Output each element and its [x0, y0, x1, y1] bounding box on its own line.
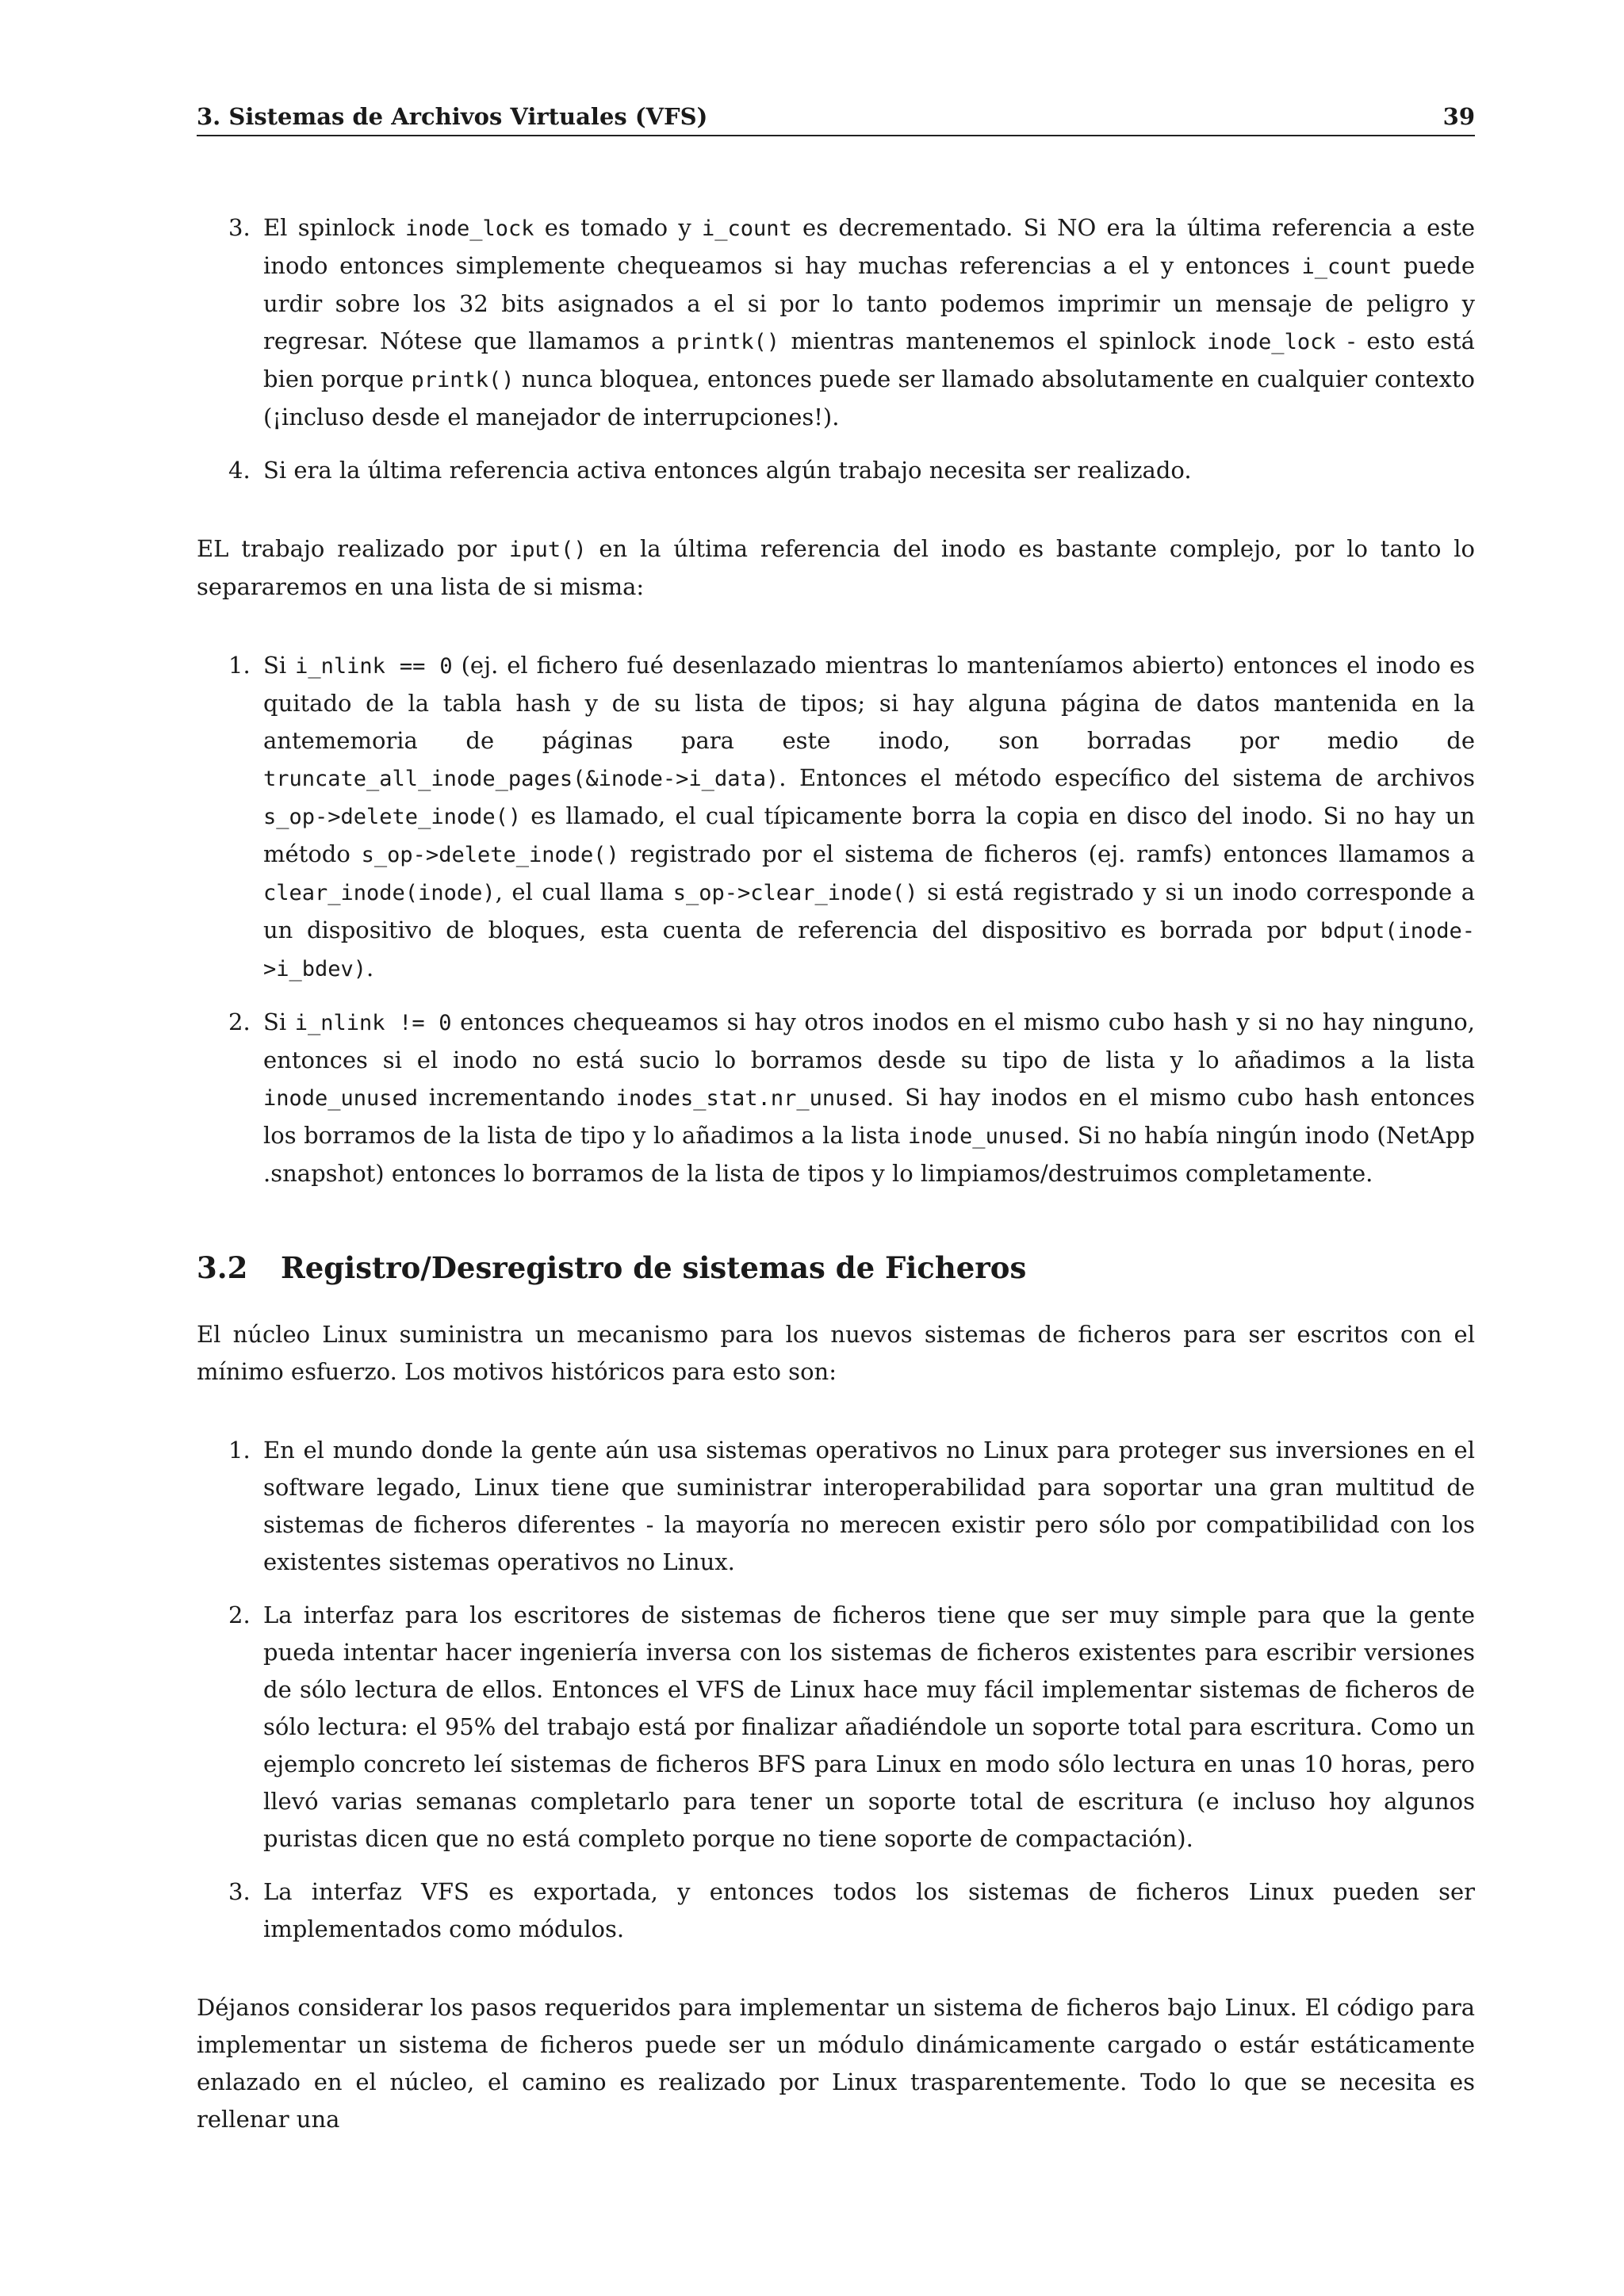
- last-reference-list: [197, 647, 1475, 1192]
- list-item-text: [263, 457, 1192, 484]
- text-run: puede urdir sobre los 32 bits asignados a el si por lo tanto podemos imprimir un mensaje de peligro y regresar. Nótese que llamamos a: [263, 252, 1475, 354]
- list-item-text: [263, 1601, 1475, 1852]
- code-identifier: i_nlink == 0: [295, 654, 453, 679]
- text-run: Si: [263, 1008, 295, 1035]
- list-item: [197, 209, 1475, 436]
- text-run: entonces chequeamos si hay otros inodos en el mismo cubo hash y si no hay ninguno, entonces si el inodo no está sucio lo borramos desde su tipo de lista y lo añadimos a la lista: [263, 1008, 1475, 1073]
- text-run: (ej. el fichero fué desenlazado mientras lo manteníamos abierto) entonces el inodo es quitado de la tabla hash y de su lista de tipos; si hay alguna página de datos mantenida en la antememoria de páginas para este inodo, son borradas por medio de: [263, 652, 1475, 754]
- text-run: En el mundo donde la gente aún usa sistemas operativos no Linux para proteger sus inversiones en el software legado, Linux tiene que suministrar interoperabilidad para soportar una gran multitud de sistemas de ficheros diferentes - la mayoría no merecen existir pero sólo por compatibilidad con los existentes sistemas operativos no Linux.: [263, 1437, 1475, 1575]
- list-item: [197, 1873, 1475, 1948]
- list-item-text: [263, 1878, 1475, 1942]
- running-header: [197, 103, 1475, 136]
- text-run: es tomado y: [534, 214, 702, 241]
- page-number: 39: [1442, 103, 1475, 130]
- code-identifier: s_op->delete_inode(): [361, 843, 619, 867]
- code-identifier: inode_lock: [404, 216, 534, 241]
- code-identifier: bdput(inode->i_bdev): [263, 919, 1475, 982]
- text-run: El spinlock: [263, 214, 405, 241]
- text-run: Si era la última referencia activa entonces algún trabajo necesita ser realizado.: [263, 457, 1192, 484]
- list-item-number: 4.: [228, 457, 251, 484]
- text-run: . Si no había ningún inodo (NetApp .snapshot) entonces lo borramos de la lista de tipos y lo limpiamos/destruimos completamente.: [263, 1122, 1475, 1187]
- text-run: nunca bloquea, entonces puede ser llamado absolutamente en cualquier contexto (¡incluso desde el manejador de interrupciones!).: [263, 365, 1475, 430]
- text-run: . Entonces el método específico del sistema de archivos: [779, 764, 1475, 791]
- text-run: . Si hay inodos en el mismo cubo hash entonces los borramos de la lista de tipo y lo añadimos a la lista: [263, 1084, 1475, 1149]
- code-identifier: inodes_stat.nr_unused: [615, 1086, 887, 1111]
- text-run: incrementando: [418, 1084, 616, 1111]
- historical-motives-list: [197, 1432, 1475, 1948]
- list-item-text: [263, 214, 1475, 430]
- list-item-text: [263, 1437, 1475, 1575]
- list-item: [197, 1432, 1475, 1581]
- code-identifier: truncate_all_inode_pages(&inode->i_data): [263, 767, 779, 791]
- code-identifier: inode_lock: [1207, 330, 1336, 354]
- list-item-number: 2.: [228, 1008, 251, 1035]
- list-item-number: 1.: [228, 1437, 251, 1464]
- text-run: si está registrado y si un inodo corresponde a un dispositivo de bloques, esta cuenta de referencia del dispositivo es borrada por: [263, 878, 1476, 943]
- iput-steps-list: [197, 209, 1475, 489]
- code-identifier: printk(): [411, 368, 515, 392]
- text-run: La interfaz VFS es exportada, y entonces todos los sistemas de ficheros Linux pueden ser implementados como módulos.: [263, 1878, 1475, 1942]
- list-item: [197, 647, 1475, 988]
- text-run: registrado por el sistema de ficheros (ej. ramfs) entonces llamamos a: [619, 840, 1475, 867]
- text-run: mientras mantenemos el spinlock: [779, 327, 1208, 354]
- section-title: Registro/Desregistro de sistemas de Ficheros: [281, 1250, 1027, 1285]
- body-paragraph-motives: [197, 1316, 1475, 1391]
- text-run: - esto está bien porque: [263, 327, 1475, 392]
- code-identifier: i_count: [701, 216, 792, 241]
- code-identifier: s_op->delete_inode(): [263, 805, 522, 829]
- list-item-number: 3.: [228, 214, 251, 241]
- list-item-number: 1.: [228, 652, 251, 679]
- code-identifier: clear_inode(inode): [263, 881, 496, 905]
- section-number: 3.2: [197, 1250, 248, 1285]
- text-run: .: [366, 955, 374, 982]
- list-item-number: 2.: [228, 1601, 251, 1628]
- chapter-title: 3. Sistemas de Archivos Virtuales (VFS): [197, 103, 708, 130]
- document-page: [197, 103, 1475, 2138]
- text-run: Déjanos considerar los pasos requeridos para implementar un sistema de ficheros bajo Linux. El código para implementar un sistema de ficheros puede ser un módulo dinámicamente cargado o estár estáticamente enlazado en el núcleo, el camino es realizado por Linux trasparentemente. Todo lo que se necesita es rellenar una: [197, 1994, 1475, 2133]
- body-paragraph-iput: [197, 530, 1475, 606]
- text-run: en la última referencia del inodo es bastante complejo, por lo tanto lo separaremos en una lista de si misma:: [197, 535, 1475, 600]
- code-identifier: inode_unused: [263, 1086, 419, 1111]
- code-identifier: i_count: [1301, 254, 1392, 279]
- text-run: , el cual llama: [495, 878, 673, 905]
- list-item: [197, 452, 1475, 489]
- code-identifier: s_op->clear_inode(): [672, 881, 918, 905]
- section-heading: [197, 1248, 1475, 1288]
- text-run: es decrementado. Si NO era la última referencia a este inodo entonces simplemente chequeamos si hay muchas referencias a el y entonces: [263, 214, 1476, 279]
- code-identifier: iput(): [509, 538, 587, 562]
- code-identifier: inode_unused: [908, 1124, 1063, 1149]
- body-paragraph-steps: [197, 1989, 1475, 2138]
- text-run: EL trabajo realizado por: [197, 535, 510, 562]
- list-item-text: [263, 652, 1475, 982]
- list-item-text: [263, 1008, 1475, 1187]
- text-run: La interfaz para los escritores de sistemas de ficheros tiene que ser muy simple para que la gente pueda intentar hacer ingeniería inversa con los sistemas de ficheros existentes para escribir versiones de sólo lectura de ellos. Entonces el VFS de Linux hace muy fácil implementar sistemas de ficheros de sólo lectura: el 95% del trabajo está por finalizar añadiéndole un soporte total para escritura. Como un ejemplo concreto leí sistemas de ficheros BFS para Linux en modo sólo lectura en unas 10 horas, pero llevó varias semanas completarlo para tener un soporte total de escritura (e incluso hoy algunos puristas dicen que no está completo porque no tiene soporte de compactación).: [263, 1601, 1475, 1852]
- list-item: [197, 1597, 1475, 1858]
- text-run: El núcleo Linux suministra un mecanismo para los nuevos sistemas de ficheros para ser escritos con el mínimo esfuerzo. Los motivos históricos para esto son:: [197, 1321, 1475, 1385]
- list-item: [197, 1004, 1475, 1192]
- list-item-number: 3.: [228, 1878, 251, 1905]
- text-run: Si: [263, 652, 296, 679]
- code-identifier: printk(): [676, 330, 779, 354]
- code-identifier: i_nlink != 0: [294, 1011, 452, 1035]
- page-content: [197, 209, 1475, 2138]
- text-run: es llamado, el cual típicamente borra la copia en disco del inodo. Si no hay un método: [263, 802, 1475, 867]
